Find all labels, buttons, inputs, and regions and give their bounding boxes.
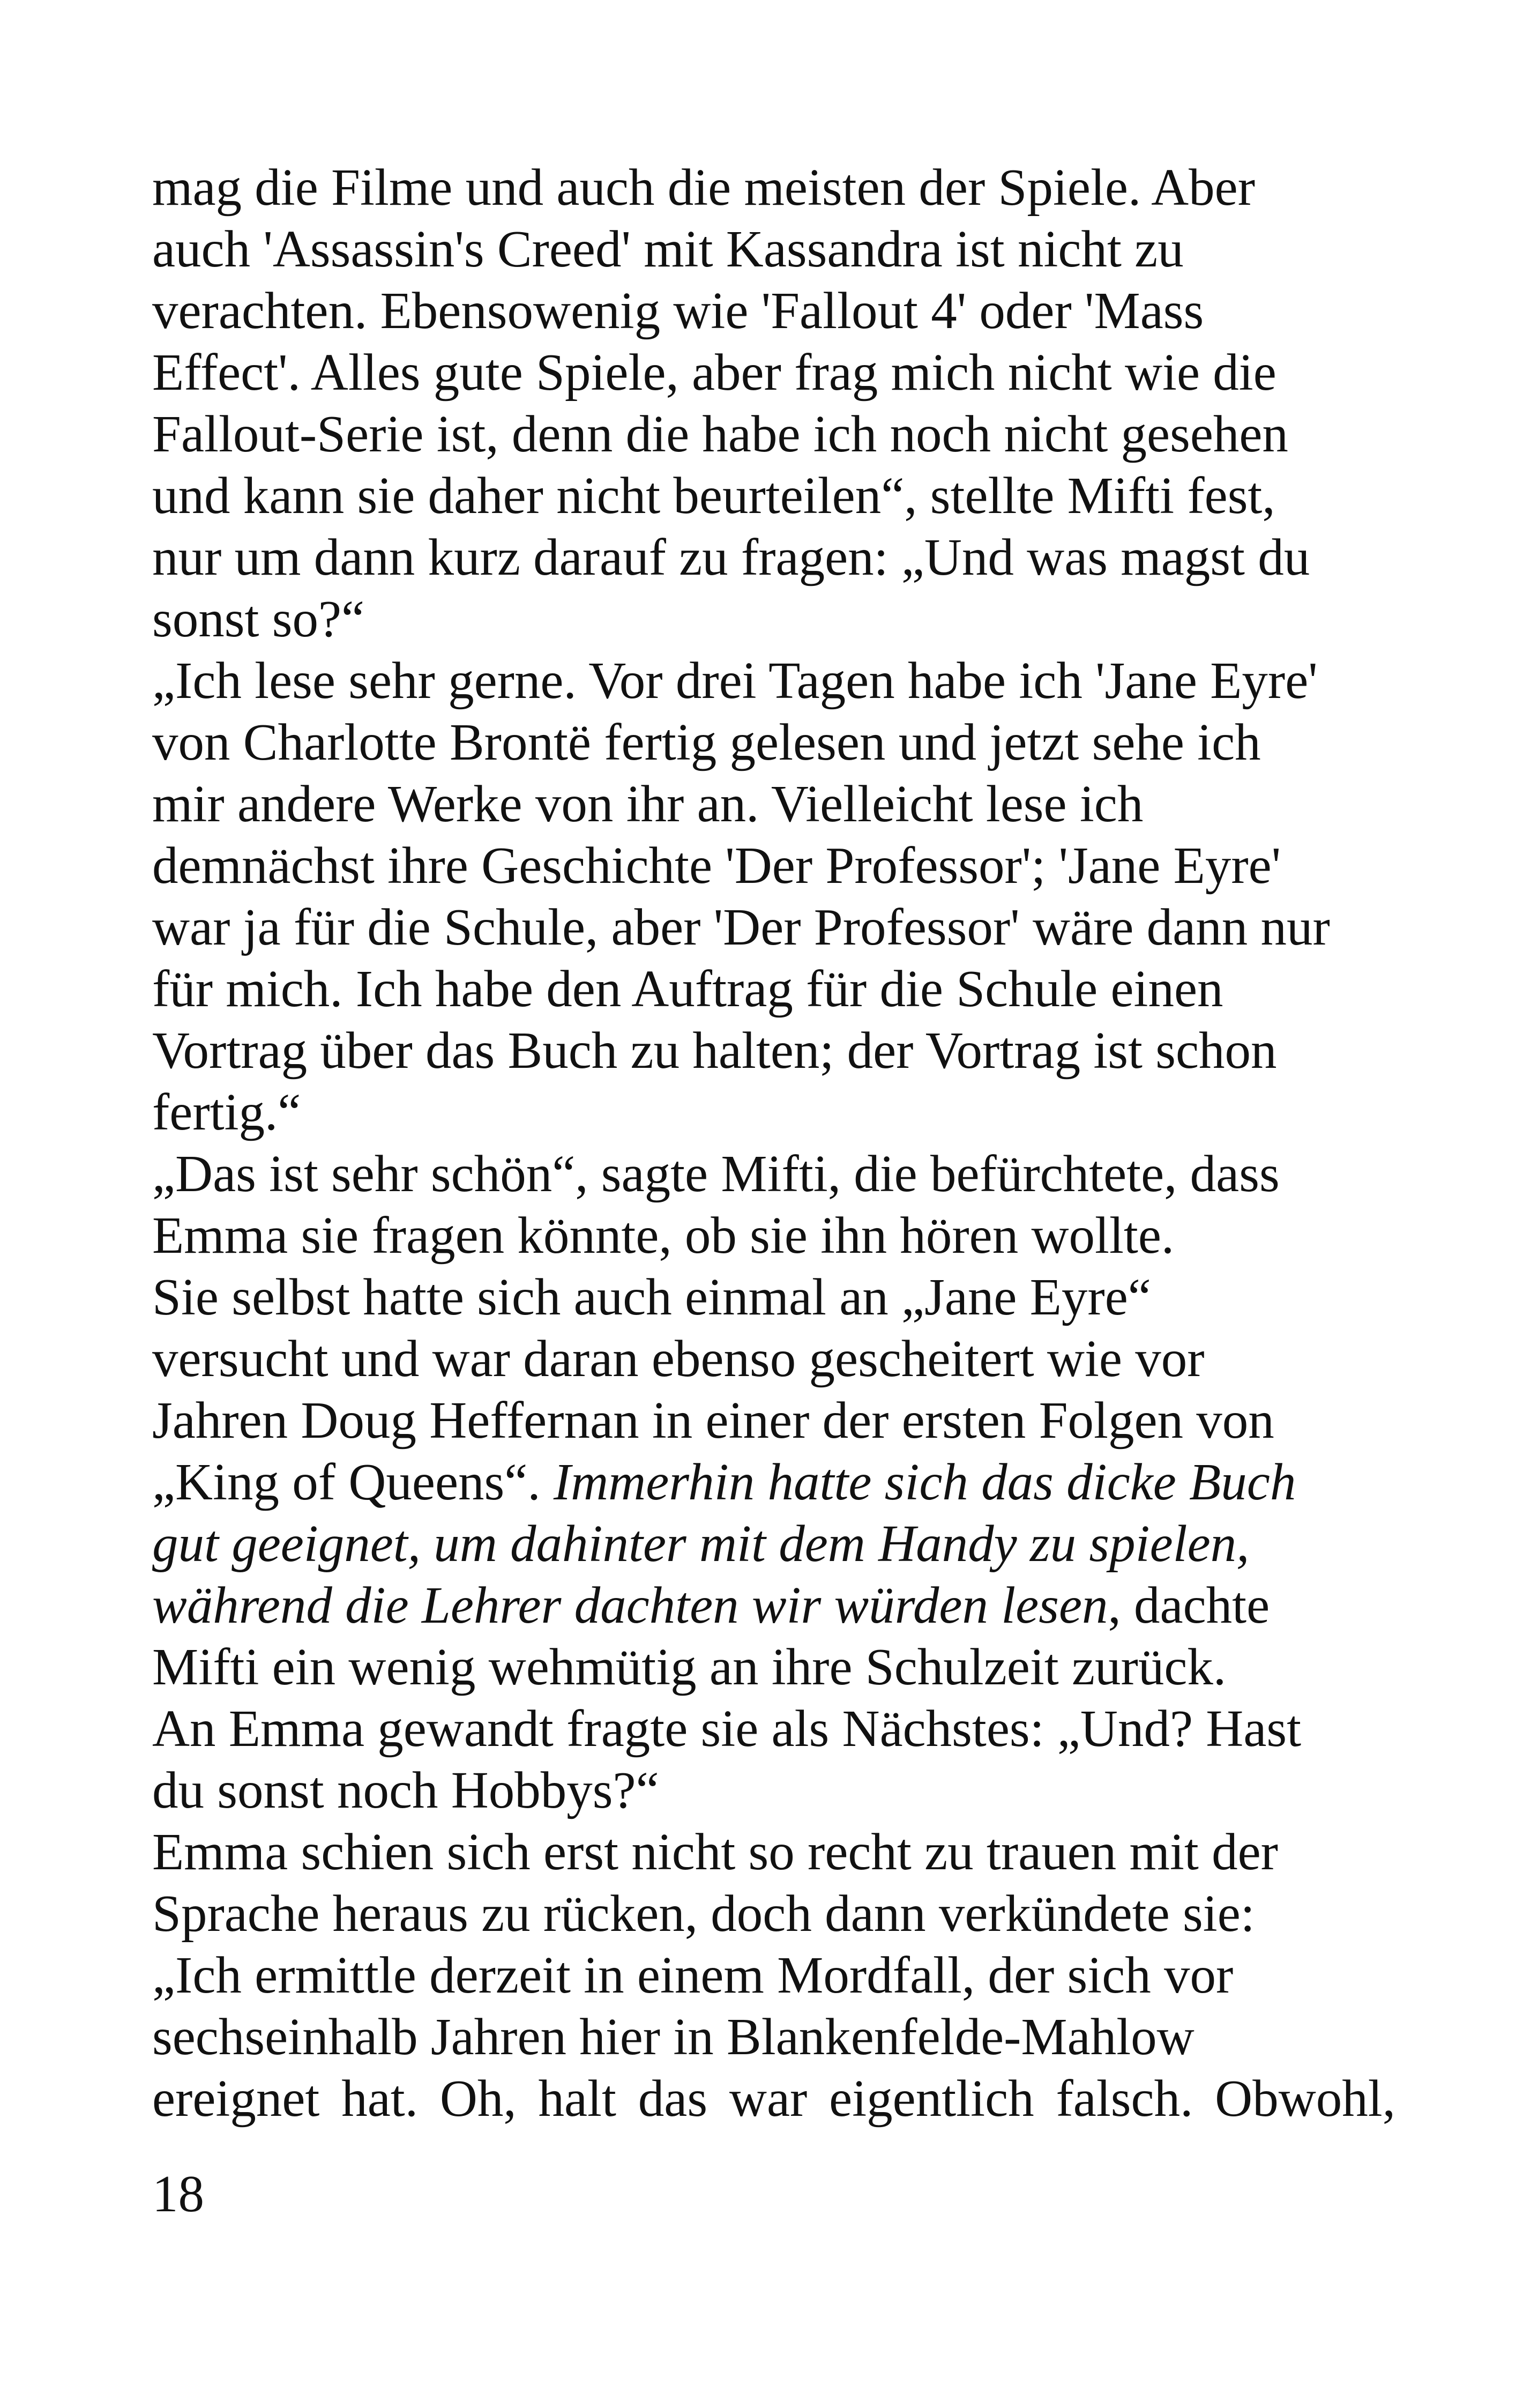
page-number: 18	[152, 2165, 204, 2223]
text-line-27: du sonst noch Hobbys?“	[152, 1762, 659, 1819]
text-line-15: Vortrag über das Buch zu halten; der Vortrag ist schon	[152, 1022, 1277, 1079]
text-line-22-italic: Immerhin hatte sich das dicke Buch	[553, 1453, 1296, 1511]
text-line-1: mag die Filme und auch die meisten der Spiele. Aber	[152, 159, 1256, 216]
text-line-22	[152, 1451, 1395, 1513]
text-line-9: „Ich lese sehr gerne. Vor drei Tagen habe ich 'Jane Eyre'	[152, 652, 1318, 709]
text-line-7: nur um dann kurz darauf zu fragen: „Und was magst du	[152, 529, 1310, 586]
text-line-6: und kann sie daher nicht beurteilen“, stellte Mifti fest,	[152, 467, 1275, 524]
text-line-16: fertig.“	[152, 1083, 301, 1141]
text-line-3: verachten. Ebensowenig wie 'Fallout 4' oder 'Mass	[152, 282, 1204, 339]
text-line-12: demnächst ihre Geschichte 'Der Professor'; 'Jane Eyre'	[152, 837, 1281, 894]
text-line-29: Sprache heraus zu rücken, doch dann verkündete sie:	[152, 1885, 1255, 1942]
text-line-18: Emma sie fragen könnte, ob sie ihn hören wollte.	[152, 1207, 1175, 1264]
text-line-26: An Emma gewandt fragte sie als Nächstes: „Und? Hast	[152, 1700, 1302, 1757]
text-line-8: sonst so?“	[152, 590, 365, 648]
text-line-19: Sie selbst hatte sich auch einmal an „Jane Eyre“	[152, 1268, 1151, 1326]
body-text	[152, 157, 1395, 2129]
text-line-22-normal: „King of Queens“.	[152, 1453, 554, 1511]
text-line-14: für mich. Ich habe den Auftrag für die Schule einen	[152, 960, 1223, 1017]
text-line-30: „Ich ermittle derzeit in einem Mordfall, der sich vor	[152, 1946, 1234, 2004]
text-line-25: Mifti ein wenig wehmütig an ihre Schulzeit zurück.	[152, 1638, 1227, 1696]
text-line-32: ereignet hat. Oh, halt das war eigentlich falsch. Obwohl,	[152, 2070, 1395, 2127]
text-line-10: von Charlotte Brontë fertig gelesen und jetzt sehe ich	[152, 714, 1261, 771]
text-line-31: sechseinhalb Jahren hier in Blankenfelde-Mahlow	[152, 2008, 1194, 2065]
text-line-4: Effect'. Alles gute Spiele, aber frag mich nicht wie die	[152, 344, 1276, 401]
text-line-21: Jahren Doug Heffernan in einer der ersten Folgen von	[152, 1392, 1274, 1449]
text-line-17: „Das ist sehr schön“, sagte Mifti, die befürchtete, dass	[152, 1145, 1280, 1202]
text-line-28: Emma schien sich erst nicht so recht zu trauen mit der	[152, 1823, 1278, 1881]
text-line-2: auch 'Assassin's Creed' mit Kassandra ist nicht zu	[152, 220, 1184, 278]
text-line-11: mir andere Werke von ihr an. Vielleicht lese ich	[152, 775, 1144, 833]
text-line-5: Fallout-Serie ist, denn die habe ich noch nicht gesehen	[152, 405, 1288, 463]
text-line-24-italic: während die Lehrer dachten wir würden lesen	[152, 1577, 1108, 1634]
text-line-23: gut geeignet, um dahinter mit dem Handy zu spielen,	[152, 1515, 1250, 1572]
text-line-24-normal: , dachte	[1108, 1577, 1270, 1634]
text-line-13: war ja für die Schule, aber 'Der Professor' wäre dann nur	[152, 898, 1330, 956]
text-line-24	[152, 1574, 1395, 1636]
text-line-20: versucht und war daran ebenso gescheitert wie vor	[152, 1330, 1205, 1387]
